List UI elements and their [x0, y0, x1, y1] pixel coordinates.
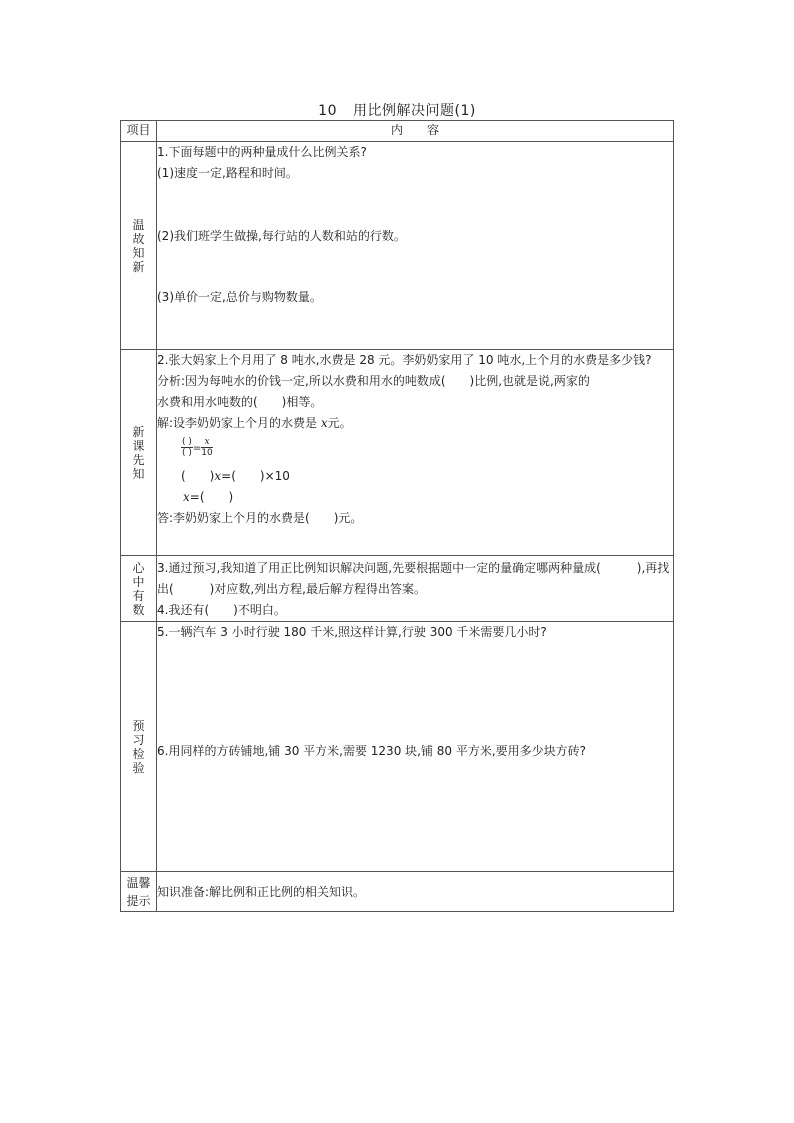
tips-label: 温馨 提示 — [121, 872, 157, 912]
worksheet-table — [120, 120, 674, 912]
question-3: 3.通过预习,我知道了用正比例知识解决问题,先要根据题中一定的量确定哪两种量成( ),再找出( )对应数,列出方程,最后解方程得出答案。 — [157, 561, 670, 596]
section-heart — [121, 556, 674, 622]
section-review — [121, 142, 674, 350]
preview-label: 预 习 检 验 — [121, 622, 157, 872]
header-content: 内 容 — [157, 121, 674, 142]
review-label: 温 故 知 新 — [121, 142, 157, 350]
section-preview — [121, 622, 674, 872]
question-1-part-3: (3)单价一定,总价与购物数量。 — [157, 290, 322, 304]
question-6: 6.用同样的方砖铺地,铺 30 平方米,需要 1230 块,铺 80 平方米,要用多少块方砖? — [157, 744, 587, 758]
table-header-row — [121, 121, 674, 142]
heart-label: 心 中 有 数 — [121, 556, 157, 622]
tips-content: 知识准备:解比例和正比例的相关知识。 — [157, 872, 674, 912]
section-tips — [121, 872, 674, 912]
analysis-line-2: 水费和用水吨数的( )相等。 — [157, 395, 323, 409]
question-1-part-1: (1)速度一定,路程和时间。 — [157, 166, 298, 180]
review-content — [157, 142, 674, 350]
lesson-title: 用比例解决问题(1) — [352, 103, 476, 119]
answer-line: 答:李奶奶家上个月的水费是( )元。 — [157, 511, 363, 525]
header-item: 项目 — [121, 121, 157, 142]
fraction-left: $\frac{( )}{( )}$ — [182, 437, 192, 458]
page-title — [0, 100, 794, 120]
section-new-lesson — [121, 350, 674, 556]
proportion-equation: $\frac{( )}{( )}$ = $\frac{x}{10}$ — [182, 437, 213, 458]
new-lesson-content — [157, 350, 674, 556]
question-4: 4.我还有( )不明白。 — [157, 603, 286, 617]
lesson-number: 10 — [318, 103, 337, 119]
question-5: 5.一辆汽车 3 小时行驶 180 千米,照这样计算,行驶 300 千米需要几小时? — [157, 625, 547, 639]
equation-line-2: ( )x=( )×10 — [181, 469, 290, 483]
fraction-right: $\frac{x}{10}$ — [201, 437, 213, 458]
question-1: 1.下面每题中的两种量成什么比例关系? — [157, 145, 367, 159]
analysis-line-1: 分析:因为每吨水的价钱一定,所以水费和用水的吨数成( )比例,也就是说,两家的 — [157, 374, 590, 388]
equation-line-3: x=( ) — [183, 490, 234, 504]
question-1-part-2: (2)我们班学生做操,每行站的人数和站的行数。 — [157, 229, 406, 243]
heart-content — [157, 556, 674, 622]
preview-content — [157, 622, 674, 872]
new-lesson-label: 新 课 先 知 — [121, 350, 157, 556]
solve-line: 解:设李奶奶家上个月的水费是 x元。 — [157, 416, 352, 430]
question-2: 2.张大妈家上个月用了 8 吨水,水费是 28 元。李奶奶家用了 10 吨水,上个月的水费是多少钱? — [157, 353, 652, 367]
